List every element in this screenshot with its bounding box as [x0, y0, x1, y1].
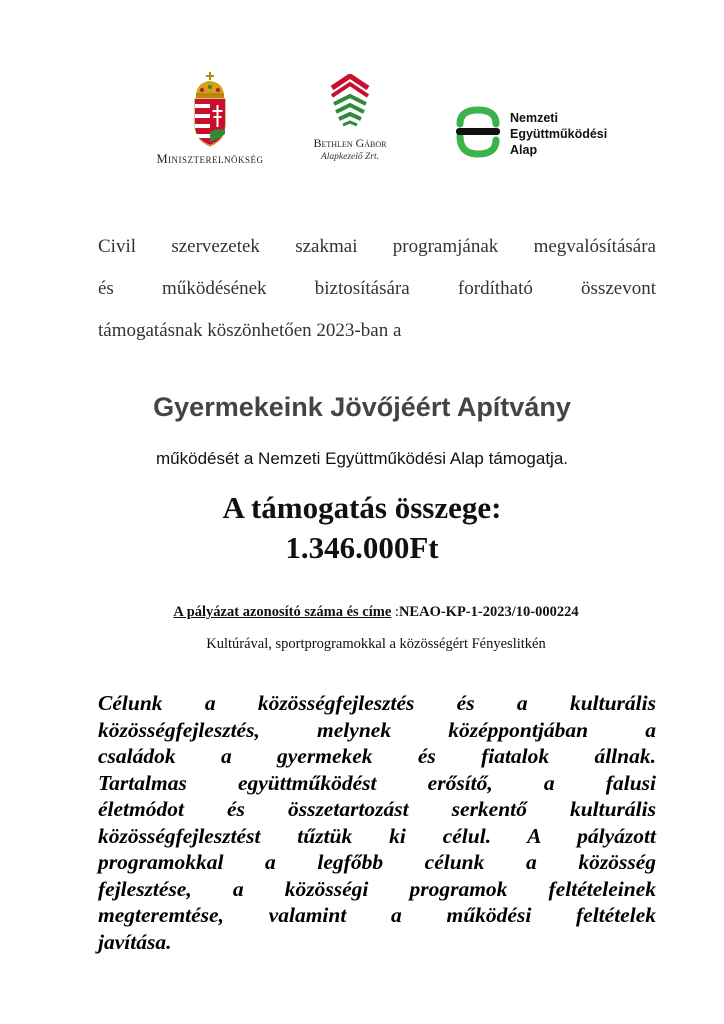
intro-paragraph: [98, 226, 656, 352]
goal-line: programokkal a legfőbb célunk a közösség: [98, 850, 656, 874]
nea-ring-icon: [454, 106, 502, 158]
goal-line: fejlesztése, a közösségi programok feltételeinek: [98, 876, 656, 901]
goal-line: megteremtése, valamint a működési feltételek: [98, 903, 656, 927]
grant-id-line: [0, 604, 724, 621]
goal-paragraph: [98, 690, 656, 955]
organization-name: Gyermekeink Jövőjéért Apítvány: [153, 392, 571, 422]
bethlen-logo: [300, 74, 400, 174]
goal-line: közösségfejlesztést tűztük ki célul. A pályázott: [98, 823, 656, 848]
amount-label: A támogatás összege:: [222, 490, 502, 525]
bethlen-sublabel: Alapkezelő Zrt.: [320, 152, 380, 162]
nea-label-line1: Nemzeti: [510, 111, 558, 125]
nea-label-line2: Együttműködési: [510, 127, 608, 141]
nea-label: [510, 110, 607, 158]
grant-id-value: NEAO-KP-1-2023/10-000224: [398, 604, 579, 620]
intro-line: támogatásnak köszönhetően 2023-ban a: [98, 320, 402, 341]
ministry-label: Miniszterelnökség: [156, 152, 264, 166]
goal-line: életmódot és összetartozást serkentő kulturális: [98, 797, 656, 821]
goal-line: családok a gyermekek és fiatalok állnak.: [98, 744, 656, 768]
goal-line: Tartalmas együttműködést erősítő, a falusi: [98, 770, 656, 795]
grant-title: Kultúrával, sportprogramokkal a közösségért Fényeslitkén: [206, 636, 546, 652]
grant-id-label: A pályázat azonosító száma és címe: [173, 604, 392, 620]
goal-line: Célunk a közösségfejlesztés és a kulturális: [98, 691, 656, 715]
supported-text: működését a Nemzeti Együttműködési Alap támogatja.: [156, 449, 568, 468]
nea-label-line3: Alap: [510, 143, 538, 157]
amount-value: 1.346.000Ft: [285, 530, 439, 565]
goal-line: javítása.: [98, 929, 172, 954]
nea-logo: [452, 106, 642, 166]
bethlen-label: Bethlen Gábor: [313, 136, 387, 150]
bethlen-shield-icon: [330, 74, 370, 130]
intro-line: Civil szervezetek szakmai programjának megvalósítására: [98, 236, 656, 257]
hungarian-coat-of-arms-icon: [190, 72, 230, 148]
intro-line: és működésének biztosítására fordítható összevont: [98, 278, 656, 299]
ministry-logo: [140, 72, 280, 172]
goal-line: közösségfejlesztés, melynek középpontjában a: [98, 717, 656, 742]
grant-id-separator: :: [391, 604, 399, 620]
